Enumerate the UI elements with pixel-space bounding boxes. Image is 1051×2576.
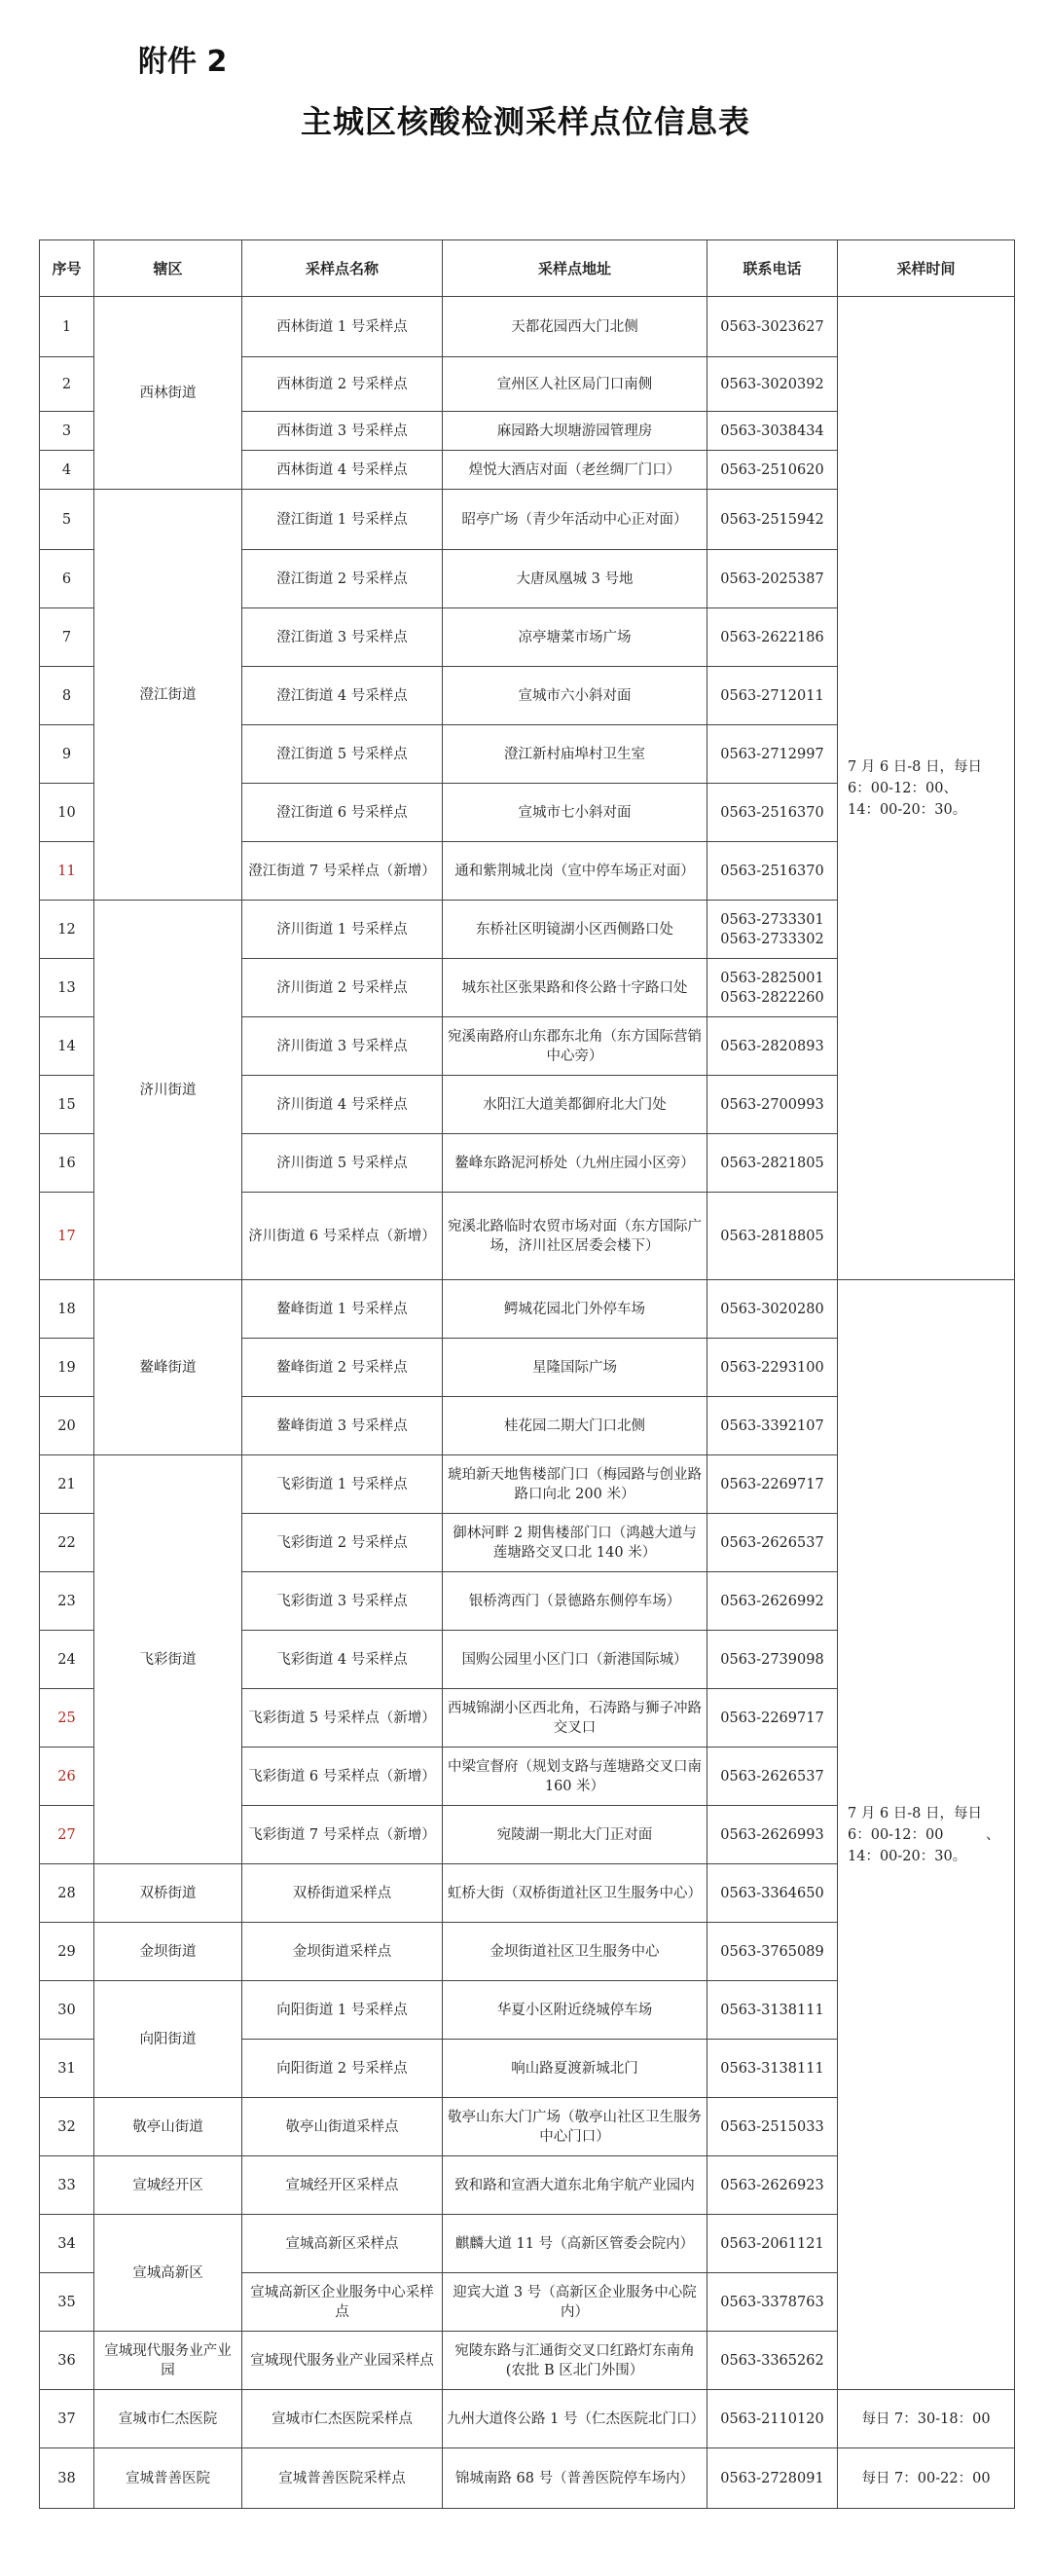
site-phone: 0563-2293100 <box>707 1339 838 1397</box>
header-district: 辖区 <box>94 240 242 297</box>
site-phone: 0563-2515033 <box>707 2098 838 2156</box>
site-phone: 0563-3392107 <box>707 1397 838 1455</box>
site-phone: 0563-2516370 <box>707 784 838 842</box>
row-number: 34 <box>40 2215 94 2273</box>
site-phone: 0563-2821805 <box>707 1134 838 1193</box>
row-number: 26 <box>40 1748 94 1806</box>
row-number: 16 <box>40 1134 94 1193</box>
header-address: 采样点地址 <box>443 240 707 297</box>
site-address: 银桥湾西门（景德路东侧停车场） <box>443 1572 707 1631</box>
site-name: 鳌峰街道 3 号采样点 <box>242 1397 443 1455</box>
district-cell: 飞彩街道 <box>94 1455 242 1864</box>
site-phone: 0563-3365262 <box>707 2332 838 2390</box>
district-cell: 宣城经开区 <box>94 2156 242 2215</box>
site-phone: 0563-3378763 <box>707 2273 838 2332</box>
document-title: 主城区核酸检测采样点位信息表 <box>300 103 750 140</box>
district-cell: 向阳街道 <box>94 1981 242 2098</box>
table-row <box>40 2448 1015 2509</box>
site-phone: 0563-2733301 0563-2733302 <box>707 901 838 959</box>
site-name: 西林街道 2 号采样点 <box>242 357 443 412</box>
site-phone: 0563-2626993 <box>707 1806 838 1864</box>
site-name: 鳌峰街道 2 号采样点 <box>242 1339 443 1397</box>
site-name: 澄江街道 2 号采样点 <box>242 550 443 608</box>
district-cell: 宣城现代服务业产业园 <box>94 2332 242 2390</box>
row-number: 5 <box>40 490 94 550</box>
row-number: 38 <box>40 2448 94 2509</box>
site-address: 天都花园西大门北侧 <box>443 297 707 357</box>
site-address: 宣城市七小斜对面 <box>443 784 707 842</box>
site-address: 宛陵湖一期北大门正对面 <box>443 1806 707 1864</box>
site-name: 济川街道 6 号采样点（新增） <box>242 1193 443 1280</box>
site-name: 宣城普善医院采样点 <box>242 2448 443 2509</box>
row-number: 9 <box>40 725 94 784</box>
site-address: 虹桥大街（双桥街道社区卫生服务中心） <box>443 1864 707 1923</box>
site-address: 敬亭山东大门广场（敬亭山社区卫生服务中心门口） <box>443 2098 707 2156</box>
row-number: 19 <box>40 1339 94 1397</box>
site-name: 济川街道 4 号采样点 <box>242 1076 443 1134</box>
district-cell: 宣城市仁杰医院 <box>94 2390 242 2448</box>
sampling-time: 每日 7：00-22：00 <box>838 2448 1015 2509</box>
site-address: 锦城南路 68 号（普善医院停车场内） <box>443 2448 707 2509</box>
district-cell: 宣城高新区 <box>94 2215 242 2332</box>
site-address: 金坝街道社区卫生服务中心 <box>443 1923 707 1981</box>
row-number: 31 <box>40 2040 94 2098</box>
header-phone: 联系电话 <box>707 240 838 297</box>
site-name: 澄江街道 4 号采样点 <box>242 667 443 725</box>
table-row <box>40 2390 1015 2448</box>
row-number: 24 <box>40 1631 94 1689</box>
site-name: 敬亭山街道采样点 <box>242 2098 443 2156</box>
site-address: 煌悦大酒店对面（老丝绸厂门口） <box>443 451 707 490</box>
row-number: 21 <box>40 1455 94 1514</box>
site-phone: 0563-2739098 <box>707 1631 838 1689</box>
site-phone: 0563-2626923 <box>707 2156 838 2215</box>
row-number: 35 <box>40 2273 94 2332</box>
site-address: 中梁宣督府（规划支路与莲塘路交叉口南 160 米） <box>443 1748 707 1806</box>
header-time: 采样时间 <box>838 240 1015 297</box>
row-number: 22 <box>40 1514 94 1572</box>
row-number: 10 <box>40 784 94 842</box>
site-phone: 0563-2712997 <box>707 725 838 784</box>
row-number: 37 <box>40 2390 94 2448</box>
site-address: 九州大道佟公路 1 号（仁杰医院北门口） <box>443 2390 707 2448</box>
site-phone: 0563-3038434 <box>707 412 838 451</box>
site-phone: 0563-2820893 <box>707 1017 838 1076</box>
site-name: 向阳街道 2 号采样点 <box>242 2040 443 2098</box>
row-number: 25 <box>40 1689 94 1748</box>
site-name: 飞彩街道 2 号采样点 <box>242 1514 443 1572</box>
site-name: 鳌峰街道 1 号采样点 <box>242 1280 443 1339</box>
row-number: 20 <box>40 1397 94 1455</box>
site-phone: 0563-2626537 <box>707 1748 838 1806</box>
site-phone: 0563-2510620 <box>707 451 838 490</box>
table-body <box>40 297 1015 2509</box>
site-address: 东桥社区明镜湖小区西侧路口处 <box>443 901 707 959</box>
district-cell: 双桥街道 <box>94 1864 242 1923</box>
district-cell: 敬亭山街道 <box>94 2098 242 2156</box>
site-name: 飞彩街道 6 号采样点（新增） <box>242 1748 443 1806</box>
site-name: 向阳街道 1 号采样点 <box>242 1981 443 2040</box>
row-number: 1 <box>40 297 94 357</box>
site-name: 澄江街道 1 号采样点 <box>242 490 443 550</box>
sampling-time: 7 月 6 日-8 日，每日 6：00-12：00 、 14：00-20：30。 <box>838 1280 1015 2390</box>
site-address: 大唐凤凰城 3 号地 <box>443 550 707 608</box>
site-address: 宛溪北路临时农贸市场对面（东方国际广场，济川社区居委会楼下） <box>443 1193 707 1280</box>
site-address: 国购公园里小区门口（新港国际城） <box>443 1631 707 1689</box>
site-address: 麻园路大坝塘游园管理房 <box>443 412 707 451</box>
site-name: 宣城经开区采样点 <box>242 2156 443 2215</box>
sampling-sites-table <box>39 239 1015 2509</box>
site-name: 澄江街道 5 号采样点 <box>242 725 443 784</box>
site-name: 宣城高新区采样点 <box>242 2215 443 2273</box>
site-address: 迎宾大道 3 号（高新区企业服务中心院内） <box>443 2273 707 2332</box>
site-name: 济川街道 1 号采样点 <box>242 901 443 959</box>
site-address: 桂花园二期大门口北侧 <box>443 1397 707 1455</box>
site-name: 飞彩街道 1 号采样点 <box>242 1455 443 1514</box>
site-phone: 0563-2025387 <box>707 550 838 608</box>
site-phone: 0563-3023627 <box>707 297 838 357</box>
district-cell: 西林街道 <box>94 297 242 490</box>
site-phone: 0563-2269717 <box>707 1689 838 1748</box>
site-name: 宣城现代服务业产业园采样点 <box>242 2332 443 2390</box>
table-header-row <box>40 240 1015 297</box>
row-number: 28 <box>40 1864 94 1923</box>
site-phone: 0563-3138111 <box>707 2040 838 2098</box>
site-address: 西城锦湖小区西北角，石涛路与狮子冲路交叉口 <box>443 1689 707 1748</box>
site-address: 鳌峰东路泥河桥处（九州庄园小区旁） <box>443 1134 707 1193</box>
site-address: 宣州区人社区局门口南侧 <box>443 357 707 412</box>
site-name: 西林街道 1 号采样点 <box>242 297 443 357</box>
site-name: 宣城市仁杰医院采样点 <box>242 2390 443 2448</box>
header-no: 序号 <box>40 240 94 297</box>
site-address: 华夏小区附近绕城停车场 <box>443 1981 707 2040</box>
site-name: 飞彩街道 4 号采样点 <box>242 1631 443 1689</box>
site-name: 金坝街道采样点 <box>242 1923 443 1981</box>
site-address: 城东社区张果路和佟公路十字路口处 <box>443 959 707 1017</box>
site-name: 宣城高新区企业服务中心采样点 <box>242 2273 443 2332</box>
site-name: 济川街道 2 号采样点 <box>242 959 443 1017</box>
site-phone: 0563-3765089 <box>707 1923 838 1981</box>
site-name: 双桥街道采样点 <box>242 1864 443 1923</box>
site-phone: 0563-3138111 <box>707 1981 838 2040</box>
site-name: 西林街道 3 号采样点 <box>242 412 443 451</box>
site-phone: 0563-2061121 <box>707 2215 838 2273</box>
row-number: 36 <box>40 2332 94 2390</box>
row-number: 17 <box>40 1193 94 1280</box>
site-address: 麒麟大道 11 号（高新区管委会院内） <box>443 2215 707 2273</box>
site-phone: 0563-2516370 <box>707 842 838 901</box>
site-name: 澄江街道 7 号采样点（新增） <box>242 842 443 901</box>
site-phone: 0563-2622186 <box>707 608 838 667</box>
site-name: 济川街道 5 号采样点 <box>242 1134 443 1193</box>
district-cell: 澄江街道 <box>94 490 242 901</box>
district-cell: 宣城普善医院 <box>94 2448 242 2509</box>
site-address: 致和路和宣酒大道东北角宇航产业园内 <box>443 2156 707 2215</box>
site-phone: 0563-2712011 <box>707 667 838 725</box>
site-phone: 0563-2825001 0563-2822260 <box>707 959 838 1017</box>
row-number: 27 <box>40 1806 94 1864</box>
site-address: 昭亭广场（青少年活动中心正对面） <box>443 490 707 550</box>
site-address: 水阳江大道美都御府北大门处 <box>443 1076 707 1134</box>
row-number: 32 <box>40 2098 94 2156</box>
row-number: 15 <box>40 1076 94 1134</box>
site-name: 济川街道 3 号采样点 <box>242 1017 443 1076</box>
row-number: 30 <box>40 1981 94 2040</box>
site-phone: 0563-3020392 <box>707 357 838 412</box>
site-name: 西林街道 4 号采样点 <box>242 451 443 490</box>
row-number: 12 <box>40 901 94 959</box>
site-address: 通和紫荆城北岗（宣中停车场正对面） <box>443 842 707 901</box>
site-address: 鳄城花园北门外停车场 <box>443 1280 707 1339</box>
row-number: 18 <box>40 1280 94 1339</box>
site-name: 飞彩街道 3 号采样点 <box>242 1572 443 1631</box>
site-phone: 0563-2626537 <box>707 1514 838 1572</box>
district-cell: 济川街道 <box>94 901 242 1280</box>
row-number: 8 <box>40 667 94 725</box>
site-phone: 0563-2700993 <box>707 1076 838 1134</box>
header-site-name: 采样点名称 <box>242 240 443 297</box>
site-address: 凉亭塘菜市场广场 <box>443 608 707 667</box>
site-phone: 0563-2728091 <box>707 2448 838 2509</box>
row-number: 2 <box>40 357 94 412</box>
row-number: 14 <box>40 1017 94 1076</box>
site-address: 宛陵东路与汇通街交叉口红路灯东南角(农批 B 区北门外围） <box>443 2332 707 2390</box>
site-phone: 0563-3020280 <box>707 1280 838 1339</box>
site-phone: 0563-2515942 <box>707 490 838 550</box>
site-address: 澄江新村庙埠村卫生室 <box>443 725 707 784</box>
attachment-label: 附件 2 <box>138 45 228 79</box>
site-phone: 0563-2818805 <box>707 1193 838 1280</box>
row-number: 7 <box>40 608 94 667</box>
row-number: 6 <box>40 550 94 608</box>
site-address: 琥珀新天地售楼部门口（梅园路与创业路路口向北 200 米） <box>443 1455 707 1514</box>
row-number: 23 <box>40 1572 94 1631</box>
site-name: 澄江街道 6 号采样点 <box>242 784 443 842</box>
table-row <box>40 1280 1015 1339</box>
table-row <box>40 297 1015 357</box>
sampling-time: 每日 7：30-18：00 <box>838 2390 1015 2448</box>
site-phone: 0563-2269717 <box>707 1455 838 1514</box>
site-address: 响山路夏渡新城北门 <box>443 2040 707 2098</box>
site-phone: 0563-3364650 <box>707 1864 838 1923</box>
row-number: 13 <box>40 959 94 1017</box>
site-name: 飞彩街道 5 号采样点（新增） <box>242 1689 443 1748</box>
site-address: 御林河畔 2 期售楼部门口（鸿越大道与莲塘路交叉口北 140 米） <box>443 1514 707 1572</box>
district-cell: 金坝街道 <box>94 1923 242 1981</box>
district-cell: 鳌峰街道 <box>94 1280 242 1455</box>
site-phone: 0563-2110120 <box>707 2390 838 2448</box>
row-number: 29 <box>40 1923 94 1981</box>
row-number: 4 <box>40 451 94 490</box>
row-number: 3 <box>40 412 94 451</box>
site-name: 澄江街道 3 号采样点 <box>242 608 443 667</box>
row-number: 11 <box>40 842 94 901</box>
site-address: 宛溪南路府山东郡东北角（东方国际营销中心旁） <box>443 1017 707 1076</box>
site-address: 宣城市六小斜对面 <box>443 667 707 725</box>
site-phone: 0563-2626992 <box>707 1572 838 1631</box>
row-number: 33 <box>40 2156 94 2215</box>
sampling-time: 7 月 6 日-8 日，每日 6：00-12：00、 14：00-20：30。 <box>838 297 1015 1280</box>
site-name: 飞彩街道 7 号采样点（新增） <box>242 1806 443 1864</box>
site-address: 星隆国际广场 <box>443 1339 707 1397</box>
